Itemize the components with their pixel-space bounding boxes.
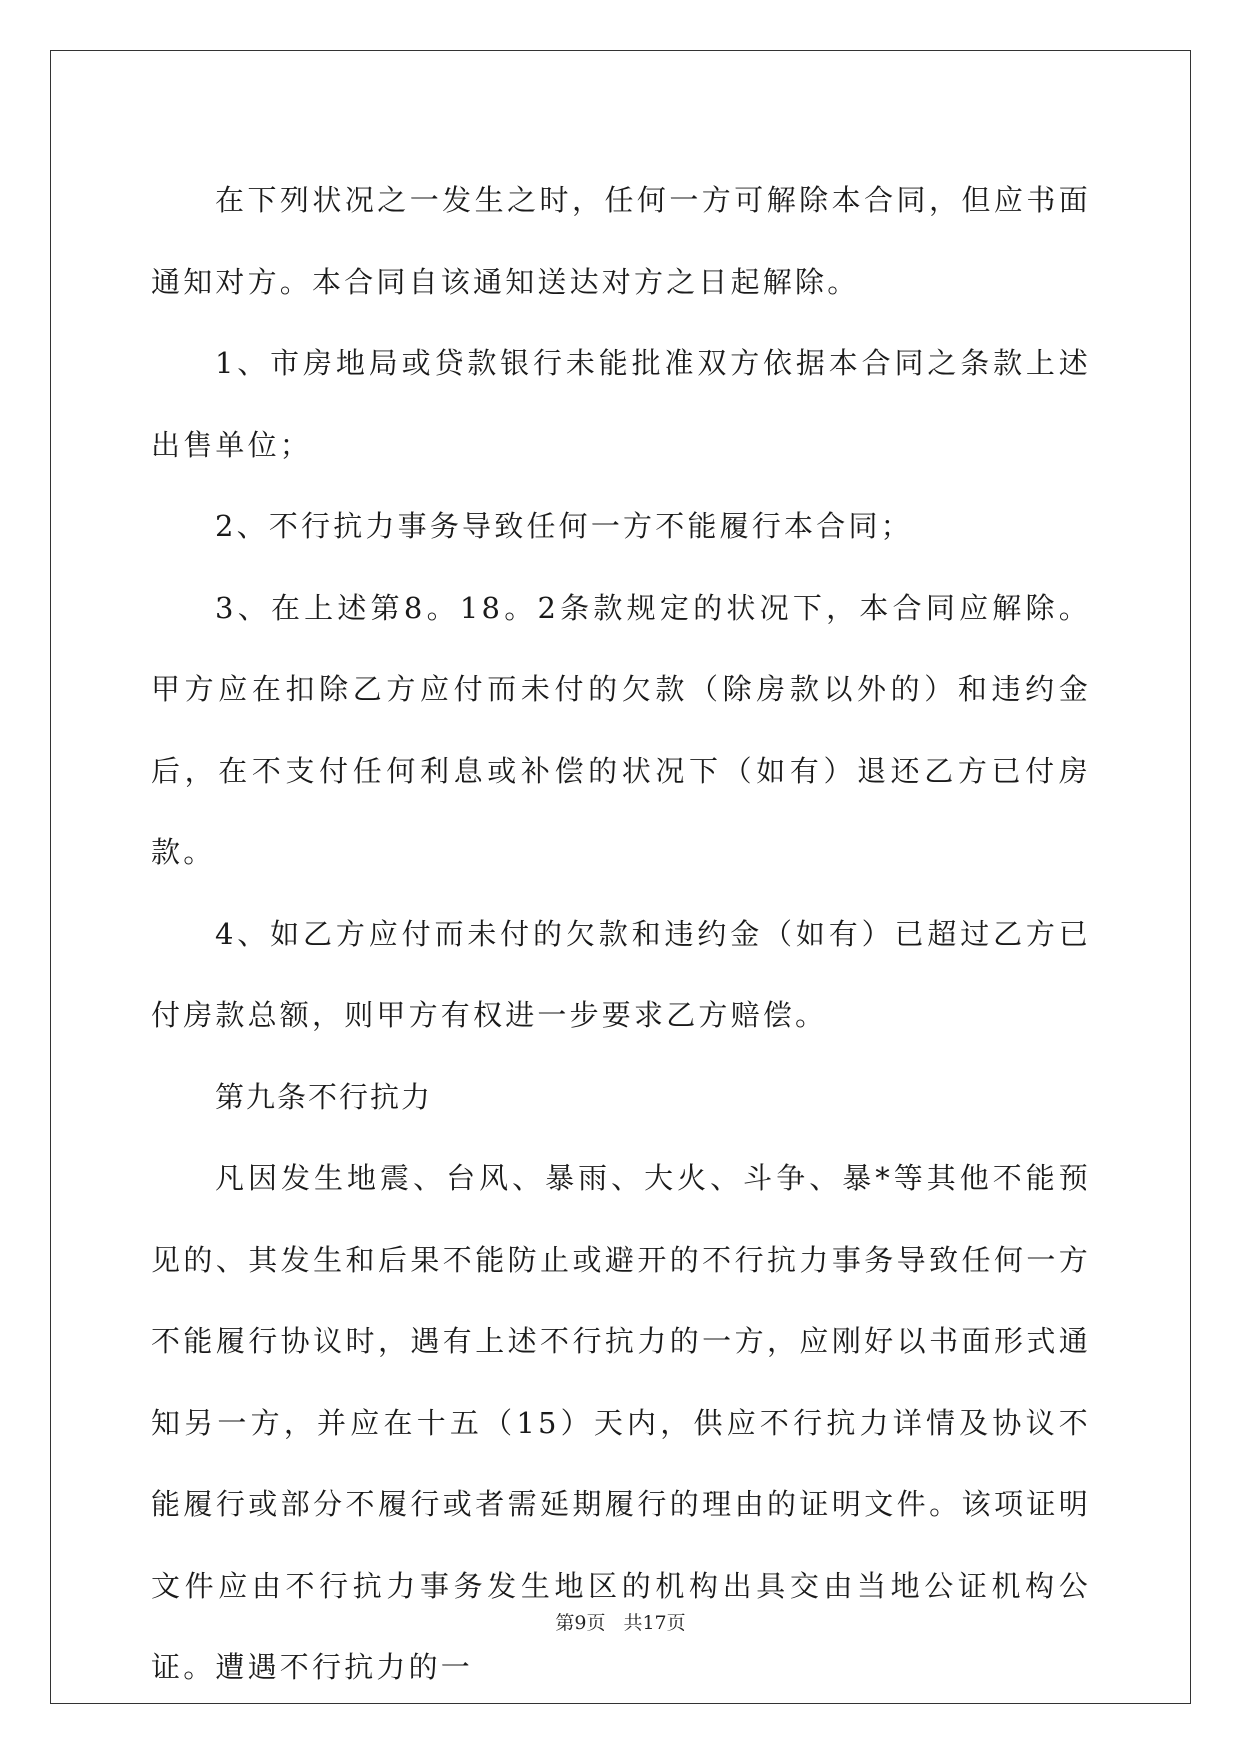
page-total: 共17页 xyxy=(623,1612,686,1634)
section-heading-article-9: 第九条不行抗力 xyxy=(215,1079,433,1114)
paragraph-clause-3: 3、在上述第8。18。2条款规定的状况下，本合同应解除。甲方应在扣除乙方应付而未付的欠款（除房款以外的）和违约金后，在不支付任何利息或补偿的状况下（如有）退还乙方已付房款。 xyxy=(151,590,1091,869)
paragraph-clause-2: 2、不行抗力事务导致任何一方不能履行本合同； xyxy=(215,509,913,543)
paragraph-termination-intro: 在下列状况之一发生之时，任何一方可解除本合同，但应书面通知对方。本合同自该通知送达对方之日起解除。 xyxy=(151,183,1091,299)
paragraph-clause-4: 4、如乙方应付而未付的欠款和违约金（如有）已超过乙方已付房款总额，则甲方有权进一步要求乙方赔偿。 xyxy=(151,916,1091,1032)
paragraph-clause-1: 1、市房地局或贷款银行未能批准双方依据本合同之条款上述出售单位； xyxy=(151,346,1091,462)
document-body xyxy=(151,160,1091,1709)
paragraph-force-majeure: 凡因发生地震、台风、暴雨、大火、斗争、暴*等其他不能预见的、其发生和后果不能防止或避开的不行抗力事务导致任何一方不能履行协议时，遇有上述不行抗力的一方，应刚好以书面形式通知另一方，并应在十五（15）天内，供应不行抗力详情及协议不能履行或部分不履行或者需延期履行的理由的证明文件。该项证明文件应由不行抗力事务发生地区的机构出具交由当地公证机构公证。遭遇不行抗力的一 xyxy=(151,1161,1091,1684)
page-footer xyxy=(0,1608,1241,1635)
page-number: 第9页 xyxy=(555,1612,606,1634)
